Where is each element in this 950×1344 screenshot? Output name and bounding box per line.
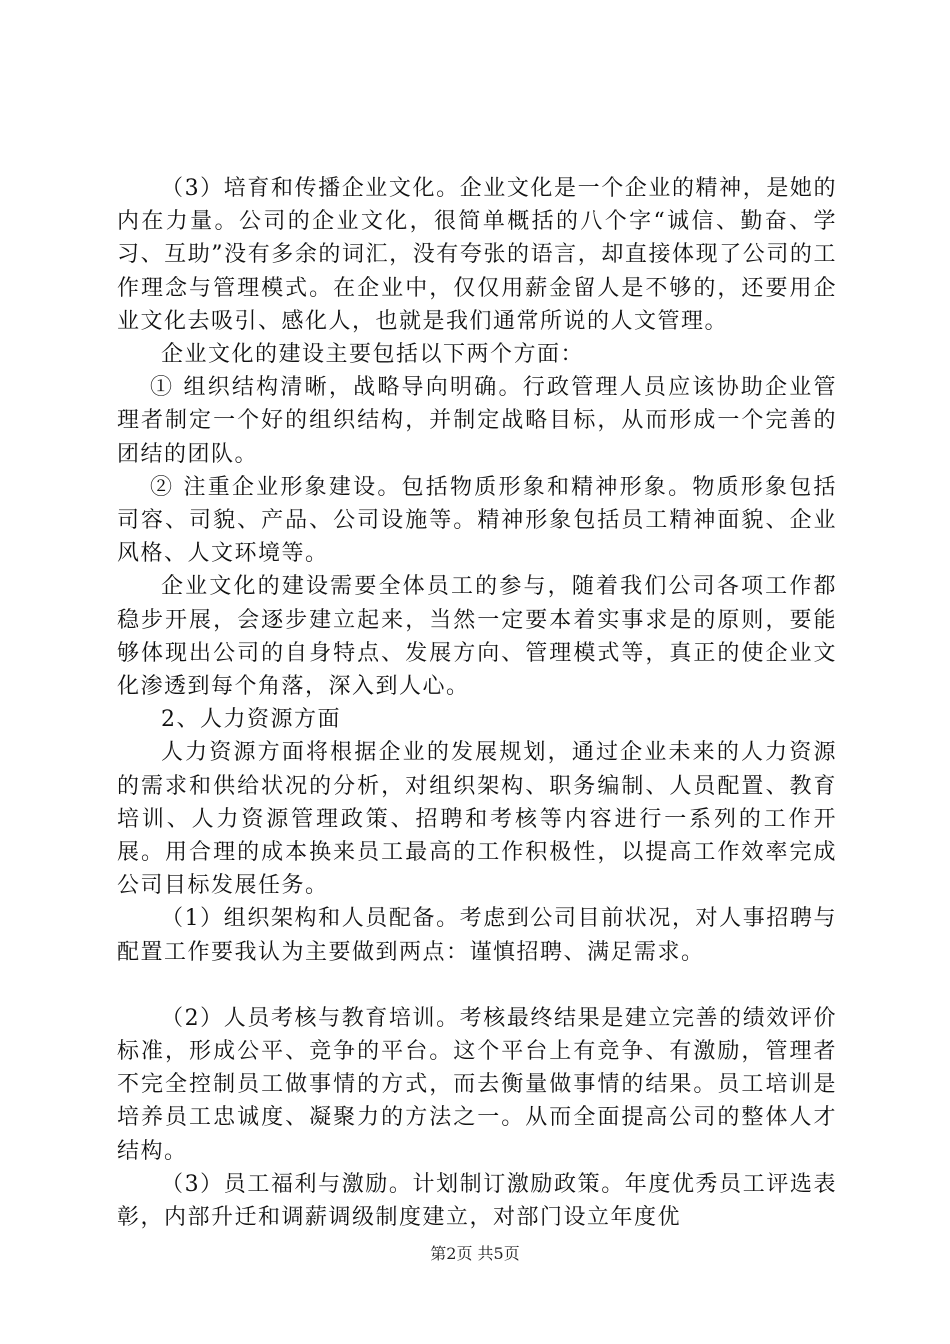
paragraph-culture-participation: 企业文化的建设需要全体员工的参与，随着我们公司各项工作都稳步开展，会逐步建立起来，当然一定要本着实事求是的原则，要能够体现出公司的自身特点、发展方向、管理模式等，真正的使企业文化渗透到每个角落，深入到人心。 (117, 574, 837, 700)
paragraph-hr-staffing: （1）组织架构和人员配备。考虑到公司目前状况，对人事招聘与配置工作要我认为主要做到两点：谨慎招聘、满足需求。 (117, 906, 837, 965)
paragraph-hr-overview: 人力资源方面将根据企业的发展规划，通过企业未来的人力资源的需求和供给状况的分析，对组织架构、职务编制、人员配置、教育培训、人力资源管理政策、招聘和考核等内容进行一系列的工作开展。用合理的成本换来员工最高的工作积极性，以提高工作效率完成公司目标发展任务。 (117, 740, 837, 899)
section-heading-human-resources: 2、人力资源方面 (161, 707, 341, 733)
paragraph-culture-aspects-intro: 企业文化的建设主要包括以下两个方面： (161, 342, 585, 368)
document-body (117, 172, 837, 1234)
paragraph-aspect-image: ② 注重企业形象建设。包括物质形象和精神形象。物质形象包括司容、司貌、产品、公司设施等。精神形象包括员工精神面貌、企业风格、人文环境等。 (117, 474, 837, 567)
paragraph-aspect-organization: ① 组织结构清晰，战略导向明确。行政管理人员应该协助企业管理者制定一个好的组织结构，并制定战略目标，从而形成一个完善的团结的团队。 (117, 375, 837, 467)
paragraph-corporate-culture: （3）培育和传播企业文化。企业文化是一个企业的精神，是她的内在力量。公司的企业文化，很简单概括的八个字“诚信、勤奋、学习、互助”没有多余的词汇，没有夸张的语言，却直接体现了公司的工作理念与管理模式。在企业中，仅仅用薪金留人是不够的，还要用企业文化去吸引、感化人，也就是我们通常所说的人文管理。 (117, 176, 837, 334)
paragraph-hr-assessment-training: （2）人员考核与教育培训。考核最终结果是建立完善的绩效评价标准，形成公平、竞争的平台。这个平台上有竞争、有激励，管理者不完全控制员工做事情的方式，而去衡量做事情的结果。员工培训是培养员工忠诚度、凝聚力的方法之一。从而全面提高公司的整体人才结构。 (117, 1005, 837, 1164)
paragraph-hr-welfare-incentives: （3）员工福利与激励。计划制订激励政策。年度优秀员工评选表彰，内部升迁和调薪调级制度建立，对部门设立年度优 (117, 1171, 837, 1231)
page-number-footer: 第2页 共5页 (430, 1244, 520, 1263)
